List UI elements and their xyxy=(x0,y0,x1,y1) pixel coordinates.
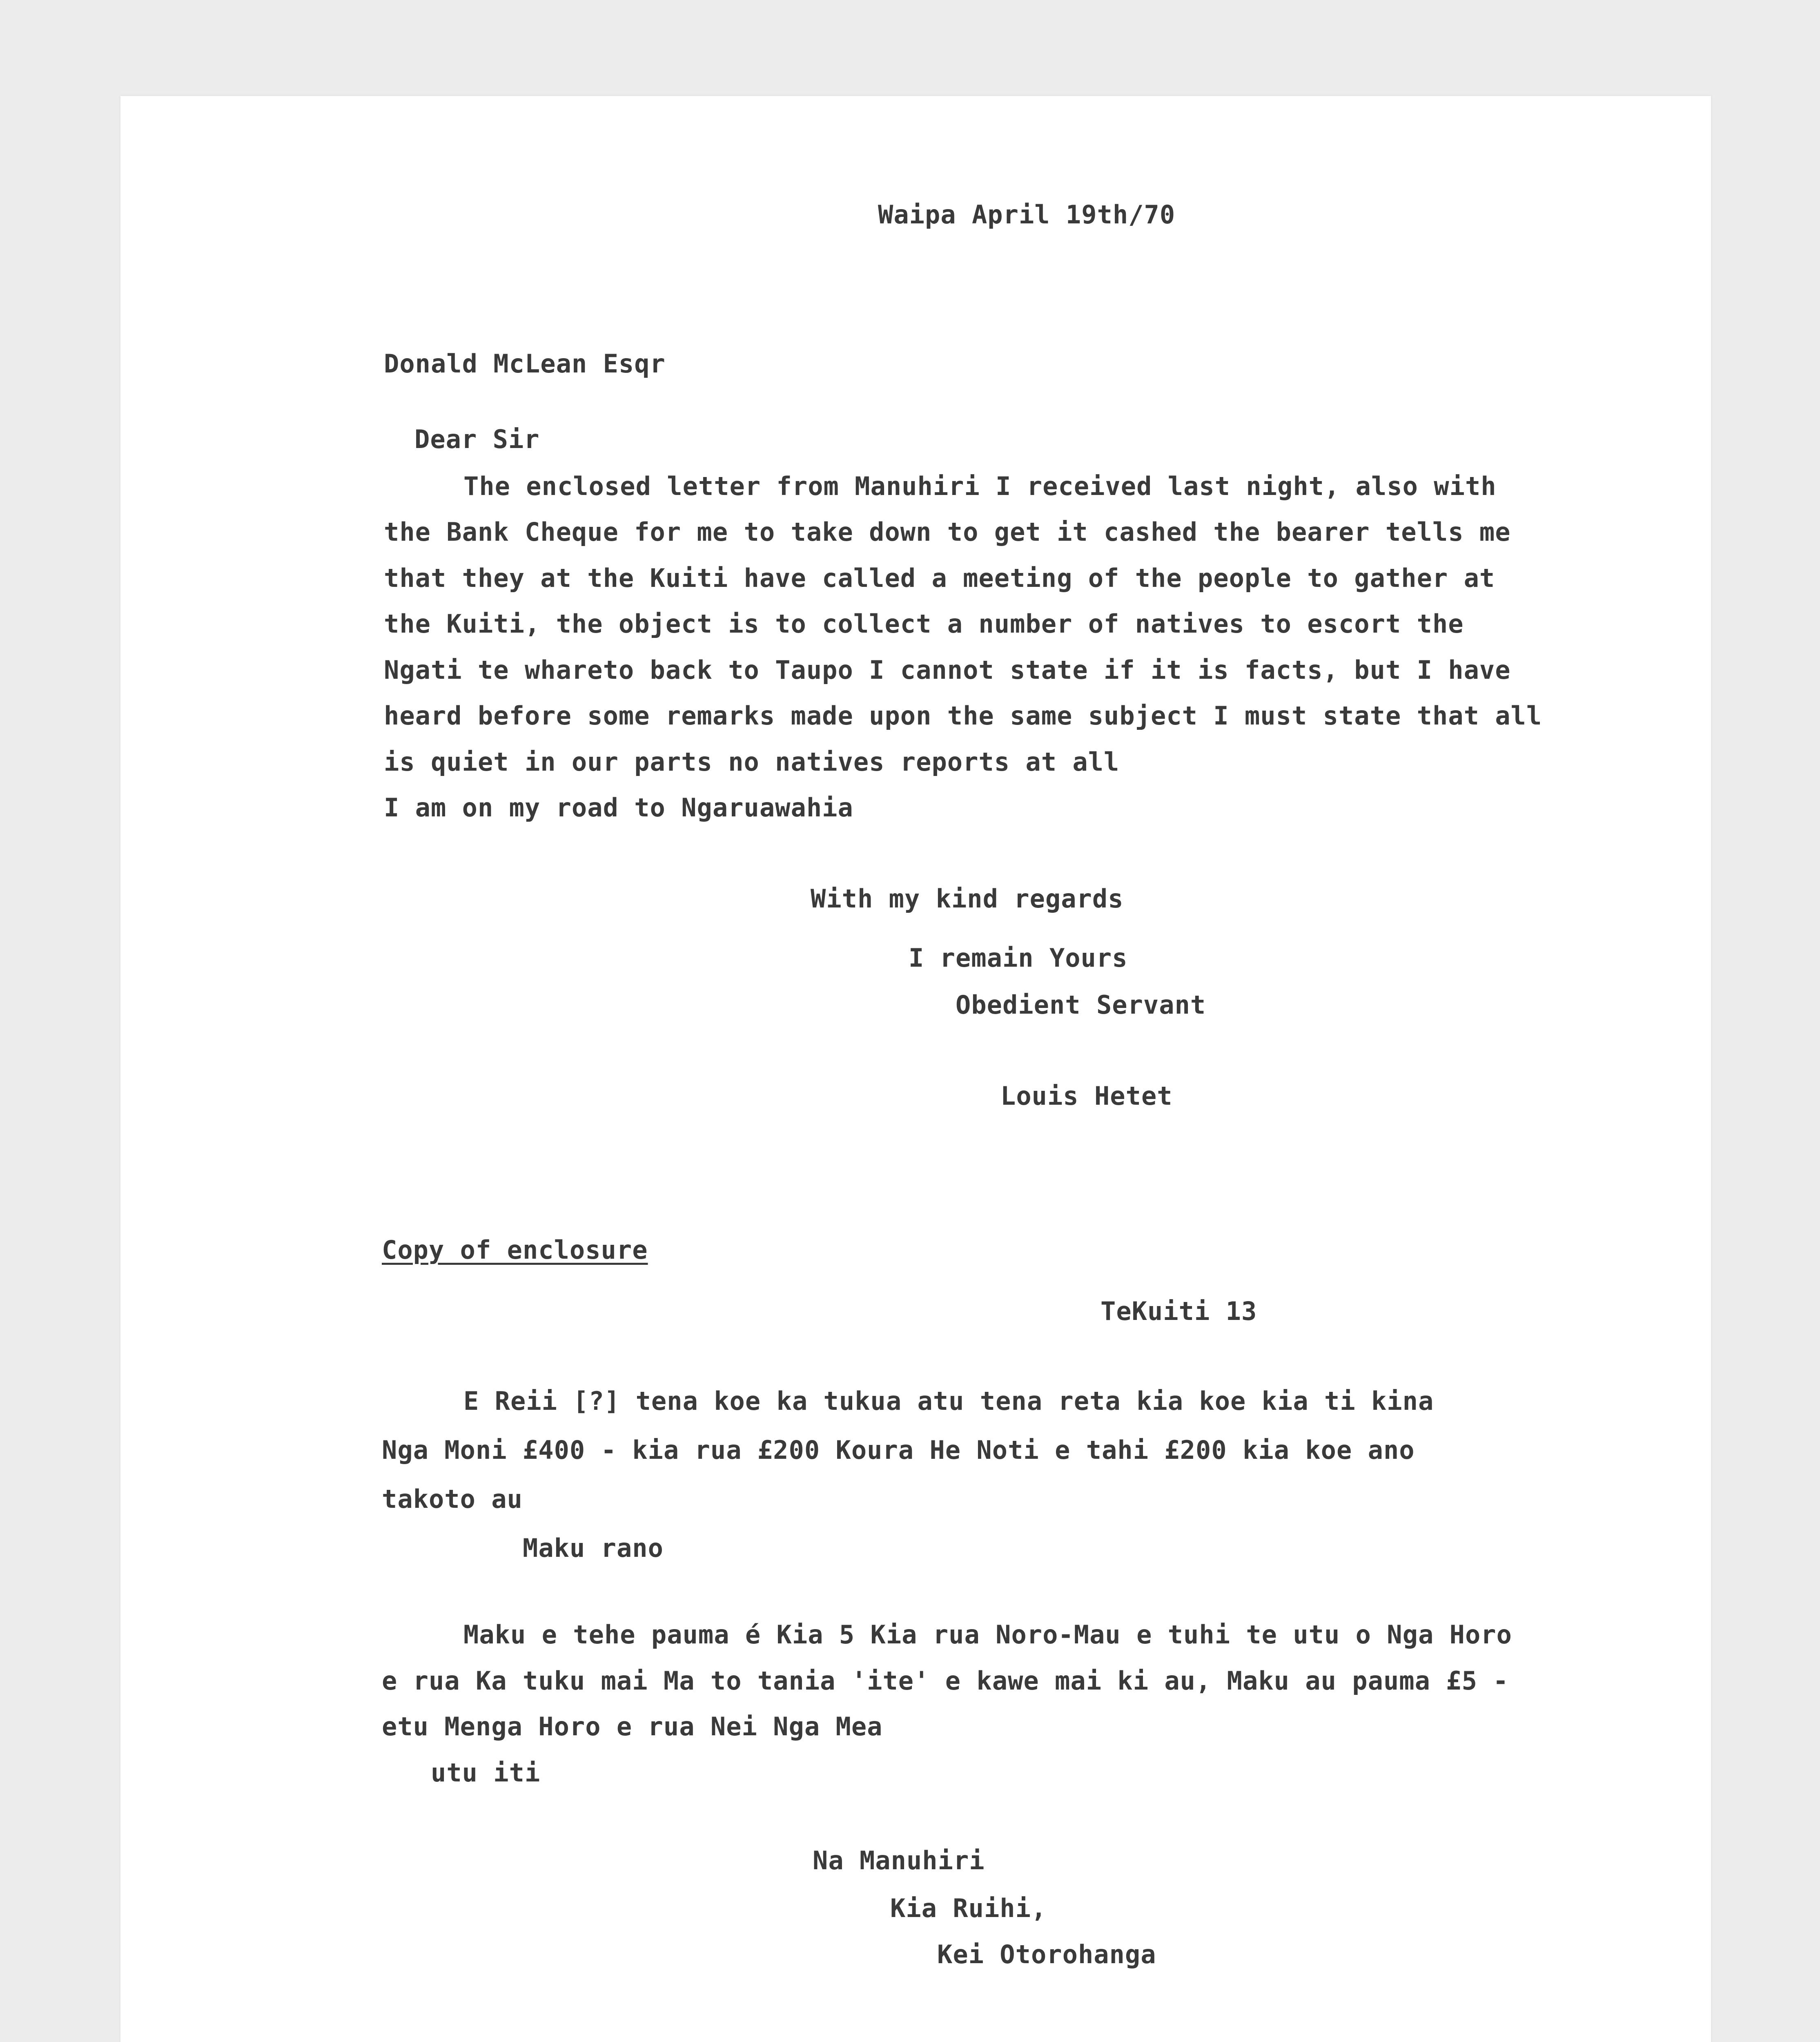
enclosure-line: etu Menga Horo e rua Nei Nga Mea xyxy=(382,1712,883,1741)
closing-line: With my kind regards xyxy=(811,884,1124,914)
letter-body-line: the Bank Cheque for me to take down to get it cashed the bearer tells me xyxy=(384,517,1511,547)
letter-body-line: that they at the Kuiti have called a meeting of the people to gather at xyxy=(384,563,1495,593)
enclosure-dateline: TeKuiti 13 xyxy=(1100,1296,1257,1326)
letter-body-line: is quiet in our parts no natives reports at all xyxy=(384,747,1120,777)
enclosure-line: Nga Moni £400 - kia rua £200 Koura He Noti e tahi £200 kia koe ano xyxy=(382,1435,1415,1465)
letter-addressee: Donald McLean Esqr xyxy=(384,349,666,379)
enclosure-trailing-line: utu iti xyxy=(431,1758,541,1788)
document-page xyxy=(120,96,1711,2042)
enclosure-line: takoto au xyxy=(382,1484,523,1514)
letter-signature: Louis Hetet xyxy=(1000,1081,1173,1111)
enclosure-heading: Copy of enclosure xyxy=(382,1235,648,1265)
enclosure-line: e rua Ka tuku mai Ma to tania 'ite' e kawe mai ki au, Maku au pauma £5 - xyxy=(382,1666,1509,1696)
enclosure-line: Maku e tehe pauma é Kia 5 Kia rua Noro-Mau e tuhi te utu o Nga Horo xyxy=(463,1620,1512,1650)
closing-line: Obedient Servant xyxy=(956,990,1206,1020)
closing-line: I remain Yours xyxy=(909,943,1128,973)
signoff-line: Na Manuhiri xyxy=(813,1846,985,1875)
letter-body-line: The enclosed letter from Manuhiri I received last night, also with xyxy=(463,471,1497,501)
signoff-line: Kei Otorohanga xyxy=(937,1939,1156,1969)
signoff-line: Kia Ruihi, xyxy=(890,1893,1047,1923)
letter-body-line: the Kuiti, the object is to collect a number of natives to escort the xyxy=(384,609,1464,639)
enclosure-indent-line: Maku rano xyxy=(523,1533,664,1563)
letter-body-line: Ngati te whareto back to Taupo I cannot state if it is facts, but I have xyxy=(384,655,1511,685)
letter-body-line: I am on my road to Ngaruawahia xyxy=(384,793,853,823)
letter-salutation: Dear Sir xyxy=(414,424,540,454)
letter-dateline: Waipa April 19th/70 xyxy=(878,200,1176,230)
letter-body-line: heard before some remarks made upon the same subject I must state that all xyxy=(384,701,1542,731)
enclosure-line: E Reii [?] tena koe ka tukua atu tena reta kia koe kia ti kina xyxy=(463,1386,1434,1416)
